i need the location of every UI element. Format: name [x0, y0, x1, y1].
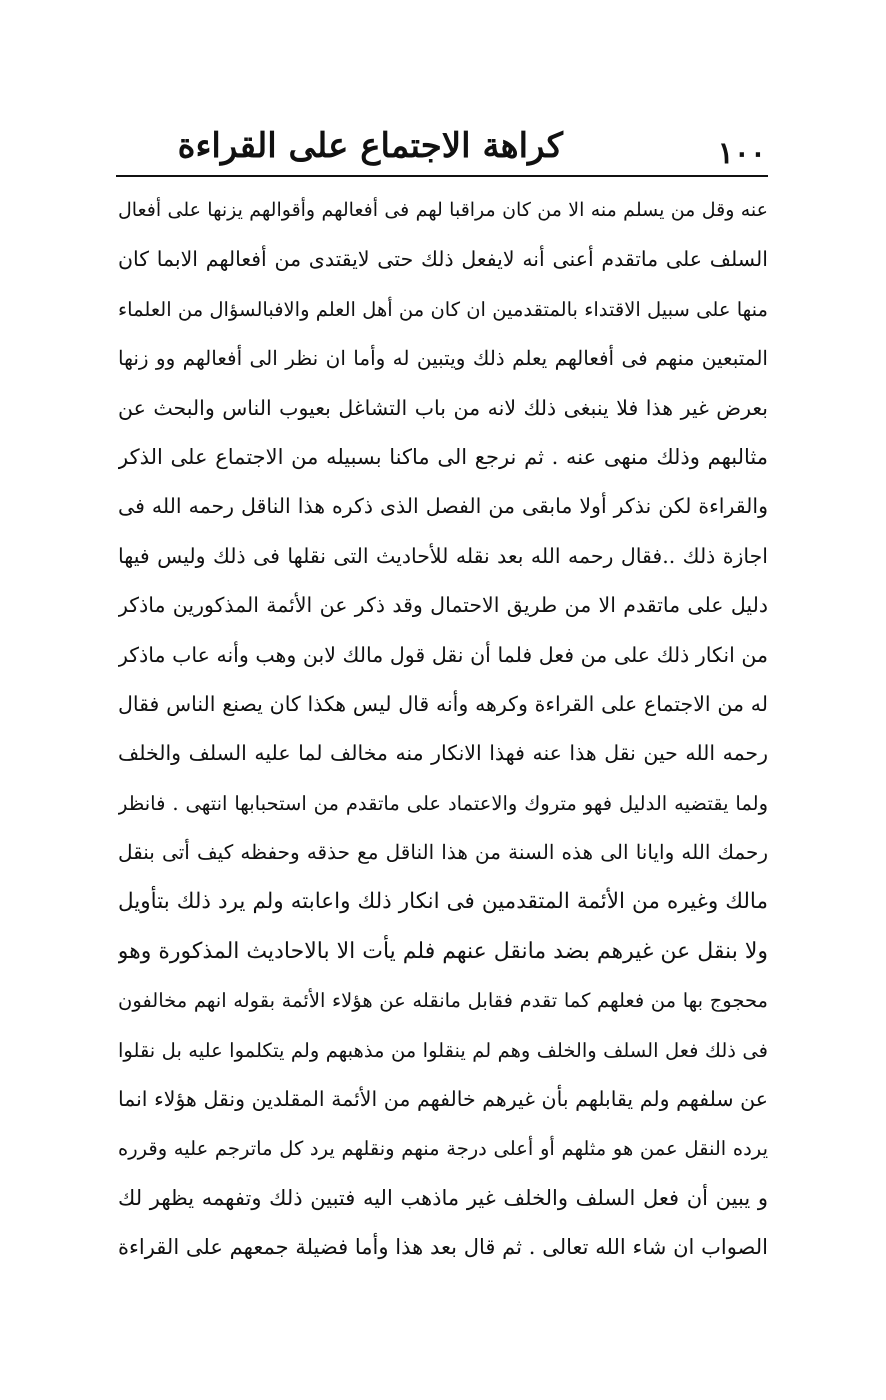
running-title: كراهة الاجتماع على القراءة	[177, 126, 563, 166]
text-line: فى ذلك فعل السلف والخلف وهم لم ينقلوا من مذهبهم ولم يتكلموا عليه بل نقلوا	[118, 1038, 768, 1062]
text-line: عن سلفهم ولم يقابلهم بأن غيرهم خالفهم من الأئمة المقلدين ونقل هؤلاء انما	[118, 1087, 768, 1112]
text-line: محجوج بها من فعلهم كما تقدم فقابل مانقله عن هؤلاء الأئمة بقوله انهم مخالفون	[118, 989, 768, 1013]
text-line: مالك وغيره من الأئمة المتقدمين فى انكار ذلك واعابته ولم يرد ذلك بتأويل	[118, 889, 768, 915]
text-line: مثالبهم وذلك منهى عنه . ثم نرجع الى ماكنا بسبيله من الاجتماع على الذكر	[118, 444, 768, 469]
text-line: منها على سبيل الاقتداء بالمتقدمين ان كان من أهل العلم والافبالسؤال من العلماء	[118, 297, 768, 321]
text-line: السلف على ماتقدم أعنى أنه لايفعل ذلك حتى لايقتدى من أفعالهم الابما كان	[118, 247, 768, 272]
text-line: اجازة ذلك ..فقال رحمه الله بعد نقله للأحاديث التى نقلها فى ذلك وليس فيها	[118, 543, 768, 568]
text-line: والقراءة لكن نذكر أولا مابقى من الفصل الذى ذكره هذا الناقل رحمه الله فى	[118, 494, 768, 519]
text-line: رحمك الله وايانا الى هذه السنة من هذا الناقل مع حذقه وحفظه كيف أتى بنقل	[118, 840, 768, 865]
page-body	[118, 186, 768, 1273]
page-number: ١٠٠	[717, 136, 766, 171]
text-line: دليل على ماتقدم الا من طريق الاحتمال وقد ذكر عن الأئمة المذكورين ماذكر	[118, 593, 768, 618]
text-line: رحمه الله حين نقل هذا عنه فهذا الانكار منه مخالف لما عليه السلف والخلف	[118, 741, 768, 766]
text-line: من انكار ذلك على من فعل فلما أن نقل قول مالك لابن وهب وأنه عاب ماذكر	[118, 642, 768, 667]
text-line: يرده النقل عمن هو مثلهم أو أعلى درجة منهم ونقلهم يرد كل ماترجم عليه وقرره	[118, 1137, 768, 1161]
text-line: الصواب ان شاء الله تعالى . ثم قال بعد هذا وأما فضيلة جمعهم على القراءة	[118, 1235, 768, 1260]
text-line: المتبعين منهم فى أفعالهم يعلم ذلك ويتبين له وأما ان نظر الى أفعالهم وو زنها	[118, 346, 768, 371]
text-line: بعرض غير هذا فلا ينبغى ذلك لانه من باب التشاغل بعيوب الناس والبحث عن	[118, 395, 768, 420]
text-line: له من الاجتماع على القراءة وكرهه وأنه قال ليس هكذا كان يصنع الناس فقال	[118, 691, 768, 716]
text-line: عنه وقل من يسلم منه الا من كان مراقبا لهم فى أفعالهم وأقوالهم يزنها على أفعال	[118, 199, 768, 221]
text-line: و يبين أن فعل السلف والخلف غير ماذهب اليه فتبين ذلك وتفهمه يظهر لك	[118, 1185, 768, 1210]
page-header	[118, 118, 768, 174]
text-line: ولما يقتضيه الدليل فهو متروك والاعتماد على ماتقدم من استحبابها انتهى . فانظر	[118, 791, 768, 815]
header-divider	[116, 175, 768, 177]
text-line: ولا بنقل عن غيرهم بضد مانقل عنهم فلم يأت الا بالاحاديث المذكورة وهو	[118, 938, 768, 964]
